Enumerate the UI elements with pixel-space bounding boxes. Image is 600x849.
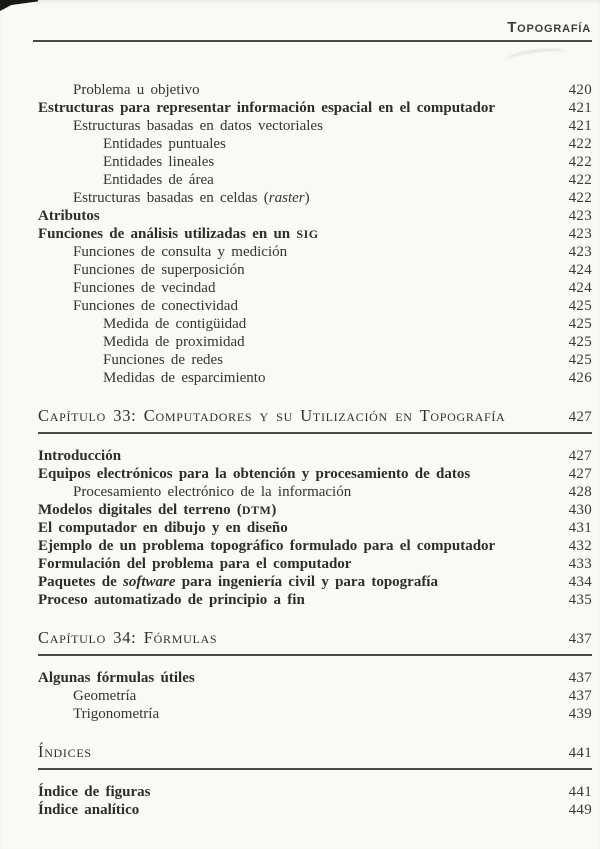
toc-row [38,225,592,243]
toc-row [38,297,592,315]
toc-row [38,801,592,819]
toc-page-number: 433 [568,556,592,572]
toc-page-number: 427 [568,409,592,425]
toc-row [38,261,592,279]
toc-page-number: 431 [568,520,592,536]
toc-page-number: 441 [568,784,592,800]
toc-entry-label [38,153,550,171]
toc-row [38,243,592,261]
toc-entry-label [38,243,550,261]
toc-label-segment: Algunas fórmulas útiles [38,670,195,686]
toc-label-segment: Formulación del problema para el computador [38,556,352,572]
toc-page-number: 428 [568,484,592,500]
toc-entry-label [38,261,550,279]
toc-entry-label [38,628,550,647]
toc-row [38,519,592,537]
toc-row [38,135,592,153]
toc-entry-label [38,135,550,153]
toc-entry-label [38,279,550,297]
pencil-smudge [504,46,567,67]
toc-label-segment: Estructuras para representar información espacial en el computador [38,100,496,116]
toc-page-number: 420 [568,82,592,98]
toc-entry-label [38,447,550,465]
toc-label-segment: Paquetes de [38,574,123,590]
toc-row [38,315,592,333]
toc-row [38,279,592,297]
toc-row [38,189,592,207]
toc-row [38,207,592,225]
toc-label-segment: software [123,574,176,590]
header-rule [33,40,592,42]
toc-entry-label [38,591,550,609]
toc-label-segment: Modelos digitales del terreno ( [38,502,242,518]
running-header: Topografía [507,19,591,36]
toc-row [38,669,592,687]
toc-entry-label [38,171,550,189]
toc-row [38,687,592,705]
toc-label-segment: para ingeniería civil y para topografía [175,574,438,590]
toc-page-number: 432 [568,538,592,554]
toc-label-segment: Funciones de vecindad [73,280,216,296]
toc-entry-label [38,555,550,573]
toc-page-number: 437 [568,631,592,647]
toc-page-number: 427 [568,466,592,482]
toc-page-number: 427 [568,448,592,464]
toc-row [38,153,592,171]
toc-label-segment: Medida de contigüidad [103,316,247,332]
toc-page-number: 423 [568,208,592,224]
toc-label-segment: ) [271,502,277,518]
toc-row [38,705,592,723]
toc-label-segment: El computador en dibujo y en diseño [38,520,288,536]
toc-row [38,81,592,99]
toc-entry-label [38,225,550,243]
toc-label-segment: Entidades puntuales [103,136,226,152]
toc-entry-label [38,351,550,369]
toc-label-segment: Capítulo 33: Computadores y su Utilización en Topografía [38,406,506,425]
toc-label-segment: Estructuras basadas en datos vectoriales [73,118,323,134]
toc-label-segment: Índices [38,742,92,761]
toc-row [38,501,592,519]
toc-label-segment: Funciones de consulta y medición [73,244,288,260]
toc-entry-label [38,333,550,351]
toc-label-segment: Equipos electrónicos para la obtención y procesamiento de datos [38,466,471,482]
toc-page-number: 449 [568,802,592,818]
toc-label-segment: Funciones de superposición [73,262,245,278]
toc-row [38,537,592,555]
toc-entry-label [38,669,550,687]
toc-row [38,117,592,135]
toc-entry-label [38,81,550,99]
toc-entry-label [38,705,550,723]
toc-label-segment: Introducción [38,448,122,464]
toc-row [38,447,592,465]
toc-entry-label [38,207,550,225]
toc-page-number: 421 [568,118,592,134]
toc-page-number: 425 [568,316,592,332]
toc-label-segment: Entidades lineales [103,154,215,170]
toc-row [38,483,592,501]
toc-page-number: 424 [568,280,592,296]
toc-page-number: 441 [568,745,592,761]
toc-page-number: 425 [568,298,592,314]
toc-page-number: 422 [568,190,592,206]
toc-label-segment: Medida de proximidad [103,334,245,350]
toc-label-segment: Proceso automatizado de principio a fin [38,592,305,608]
toc-page-number: 434 [568,574,592,590]
toc-entry-label [38,783,550,801]
toc-entry-label [38,483,550,501]
toc-page-number: 423 [568,244,592,260]
scan-edge-artifact [0,0,38,11]
toc-row [38,333,592,351]
toc-row [38,369,592,387]
toc-entry-label [38,687,550,705]
toc-label-segment: Índice analítico [38,802,140,818]
toc-label-segment: Problema u objetivo [73,82,200,98]
toc-label-segment: Estructuras basadas en celdas ( [73,190,269,206]
toc-row [38,573,592,591]
toc-row [38,171,592,189]
toc-entry-label [38,573,550,591]
toc-row [38,406,592,434]
toc-entry-label [38,117,550,135]
toc [38,81,592,819]
toc-row [38,783,592,801]
toc-label-segment: Atributos [38,208,100,224]
toc-entry-label [38,99,550,117]
toc-page-number: 425 [568,352,592,368]
toc-page-number: 422 [568,172,592,188]
toc-page-number: 437 [568,670,592,686]
toc-row [38,742,592,770]
toc-entry-label [38,742,550,761]
toc-entry-label [38,297,550,315]
toc-entry-label [38,519,550,537]
toc-row [38,351,592,369]
toc-label-segment: Geometría [73,688,137,704]
toc-page-number: 423 [568,226,592,242]
toc-entry-label [38,537,550,555]
toc-page-number: 424 [568,262,592,278]
toc-entry-label [38,465,550,483]
toc-page-number: 422 [568,136,592,152]
toc-label-segment: SIG [296,227,319,241]
toc-row [38,555,592,573]
toc-label-segment: Funciones de conectividad [73,298,238,314]
toc-page-number: 439 [568,706,592,722]
toc-label-segment: Procesamiento electrónico de la información [73,484,352,500]
toc-row [38,99,592,117]
toc-entry-label [38,501,550,519]
toc-label-segment: Funciones de análisis utilizadas en un [38,226,297,242]
toc-page-number: 426 [568,370,592,386]
toc-page-number: 425 [568,334,592,350]
toc-page-number: 435 [568,592,592,608]
toc-row [38,628,592,656]
toc-row [38,591,592,609]
toc-label-segment: Ejemplo de un problema topográfico formulado para el computador [38,538,496,554]
toc-label-segment: raster [268,190,305,206]
toc-entry-label [38,406,550,425]
toc-entry-label [38,315,550,333]
toc-label-segment: ) [304,190,310,206]
toc-label-segment: Índice de figuras [38,784,151,800]
toc-label-segment: Capítulo 34: Fórmulas [38,628,218,647]
toc-page-number: 430 [568,502,592,518]
toc-label-segment: DTM [241,503,272,517]
toc-page-number: 422 [568,154,592,170]
toc-label-segment: Funciones de redes [103,352,223,368]
toc-entry-label [38,369,550,387]
toc-page-number: 421 [568,100,592,116]
toc-entry-label [38,801,550,819]
toc-row [38,465,592,483]
toc-label-segment: Medidas de esparcimiento [103,370,266,386]
toc-label-segment: Entidades de área [103,172,214,188]
toc-label-segment: Trigonometría [73,706,160,722]
toc-page-number: 437 [568,688,592,704]
toc-entry-label [38,189,550,207]
